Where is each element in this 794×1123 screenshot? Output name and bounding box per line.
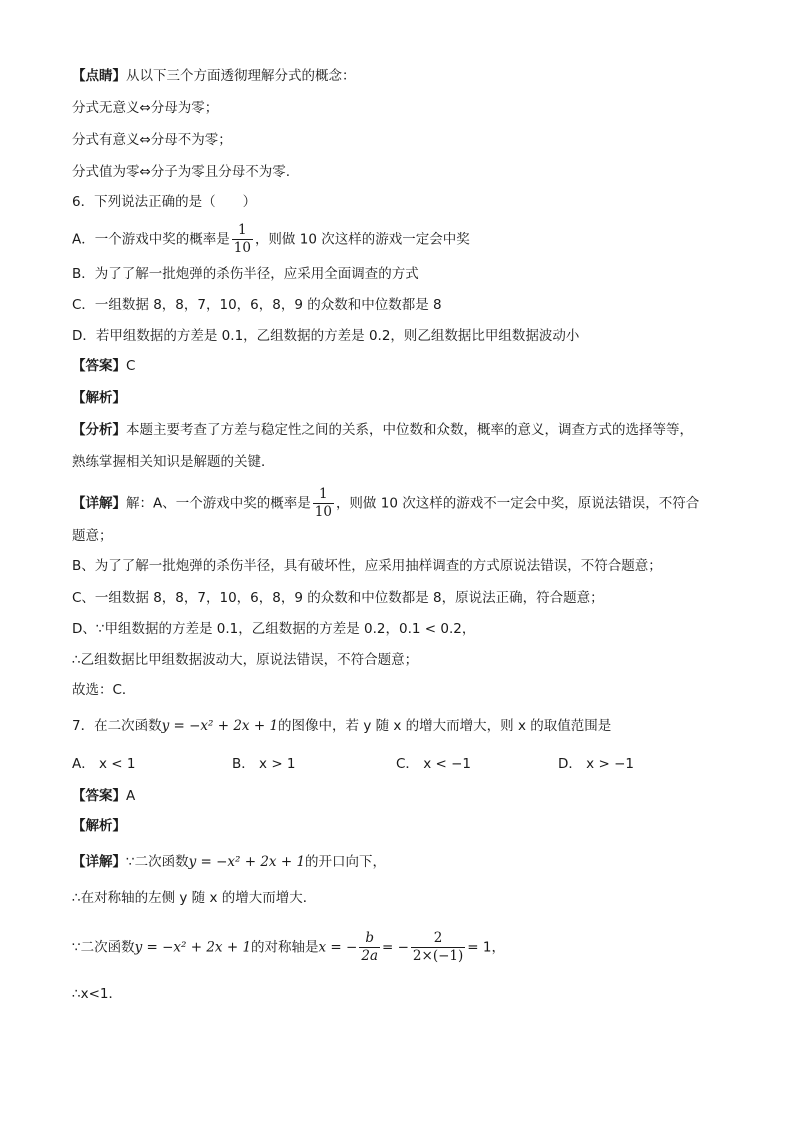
analysis-line-1 [72, 420, 693, 440]
detail-line-f: 故选：C． [72, 682, 136, 698]
q6-option-b: B．为了了解一批炮弹的杀伤半径，应采用全面调查的方式 [72, 266, 419, 282]
note-line-3: 分式有意义⇔分母不为零； [72, 132, 232, 148]
fraction-denominator: 10 [233, 240, 251, 256]
q7-option-d: D． x > −1 [558, 756, 634, 772]
fraction-2-2x-1 [411, 930, 465, 965]
detail-line-a [72, 486, 699, 521]
q6-option-d: D．若甲组数据的方差是 0.1，乙组数据的方差是 0.2，则乙组数据比甲组数据波动小 [72, 328, 580, 344]
question-7 [72, 716, 611, 736]
answer-tag: 【答案】 [72, 358, 126, 374]
d3-end: = 1， [467, 939, 505, 956]
analysis-text: 本题主要考查了方差与稳定性之间的关系，中位数和众数，概率的意义，调查方式的选择等等， [126, 422, 693, 438]
d3-mid: 的对称轴是 [251, 939, 319, 956]
detail-a-post: ，则做 10 次这样的游戏不一定会中奖，原说法错误，不符合 [335, 495, 700, 512]
note-tag: 【点睛】 [72, 68, 126, 84]
fraction-denominator: 2a [361, 948, 378, 964]
fraction-1-10-detail [313, 486, 334, 521]
fraction-numerator: 1 [232, 222, 253, 240]
q6a-text: A．一个游戏中奖的概率是 [72, 231, 230, 248]
q6a-text-post: ，则做 10 次这样的游戏一定会中奖 [254, 231, 470, 248]
answer-tag: 【答案】 [72, 788, 126, 804]
q7-option-c: C． x < −1 [396, 756, 472, 772]
detail-line-e: ∴乙组数据比甲组数据波动大，原说法错误，不符合题意； [72, 652, 419, 668]
fraction-1-10 [232, 222, 253, 257]
answer-6 [72, 356, 135, 376]
note-line-4: 分式值为零⇔分子为零且分母不为零. [72, 164, 291, 180]
answer-value: A [126, 788, 136, 804]
d1-pre: ∵二次函数 [126, 854, 189, 870]
answer-value: C [126, 358, 136, 374]
note-line-2: 分式无意义⇔分母为零； [72, 100, 219, 116]
detail-line-b: B、为了了解一批炮弹的杀伤半径，具有破坏性，应采用抽样调查的方式原说法错误，不符合题意； [72, 558, 662, 574]
d1-post: 的开口向下， [305, 854, 387, 870]
fraction-numerator: b [359, 930, 380, 948]
analysis-label: 【分析】 [72, 422, 126, 438]
q7-function: y = −x² + 2x + 1 [161, 718, 279, 734]
analysis-tag-6: 【解析】 [72, 390, 126, 406]
q7-detail-3 [72, 930, 505, 965]
d3-x: x = − [318, 939, 358, 956]
detail-a-pre: 解：A、一个游戏中奖的概率是 [126, 495, 311, 512]
fraction-denominator: 2×(−1) [412, 948, 464, 964]
question-6: 6．下列说法正确的是（ ） [72, 194, 257, 210]
answer-7 [72, 786, 135, 806]
analysis-line-2: 熟练掌握相关知识是解题的关键． [72, 454, 275, 470]
d1-function: y = −x² + 2x + 1 [188, 854, 306, 870]
d3-function: y = −x² + 2x + 1 [134, 939, 252, 956]
detail-line-a2: 题意； [72, 528, 113, 544]
d3-pre: ∵二次函数 [72, 939, 135, 956]
fraction-numerator: 1 [313, 486, 334, 504]
q7-detail-1 [72, 852, 386, 872]
q7-detail-4: ∴x<1． [72, 986, 122, 1002]
detail-label: 【详解】 [72, 854, 126, 870]
fraction-b-2a [359, 930, 380, 965]
fraction-denominator: 10 [314, 504, 332, 520]
detail-line-d: D、∵甲组数据的方差是 0.1，乙组数据的方差是 0.2，0.1 < 0.2， [72, 621, 476, 637]
q6-option-c: C．一组数据 8，8，7，10，6，8，9 的众数和中位数都是 8 [72, 297, 442, 313]
q7-option-a: A． x < 1 [72, 756, 136, 772]
q7-pre: 7．在二次函数 [72, 718, 162, 734]
analysis-tag-7: 【解析】 [72, 818, 126, 834]
q7-option-b: B． x > 1 [232, 756, 296, 772]
highlight-note [72, 66, 356, 86]
fraction-numerator: 2 [411, 930, 465, 948]
q7-detail-2: ∴在对称轴的左侧 y 随 x 的增大而增大． [72, 890, 317, 906]
detail-label: 【详解】 [72, 495, 126, 512]
note-text: 从以下三个方面透彻理解分式的概念： [126, 68, 356, 84]
q6-option-a [72, 222, 470, 257]
q7-post: 的图像中，若 y 随 x 的增大而增大，则 x 的取值范围是 [278, 718, 612, 734]
detail-line-c: C、一组数据 8，8，7，10，6，8，9 的众数和中位数都是 8，原说法正确，符合题意； [72, 590, 604, 606]
d3-eq: = − [382, 939, 409, 956]
